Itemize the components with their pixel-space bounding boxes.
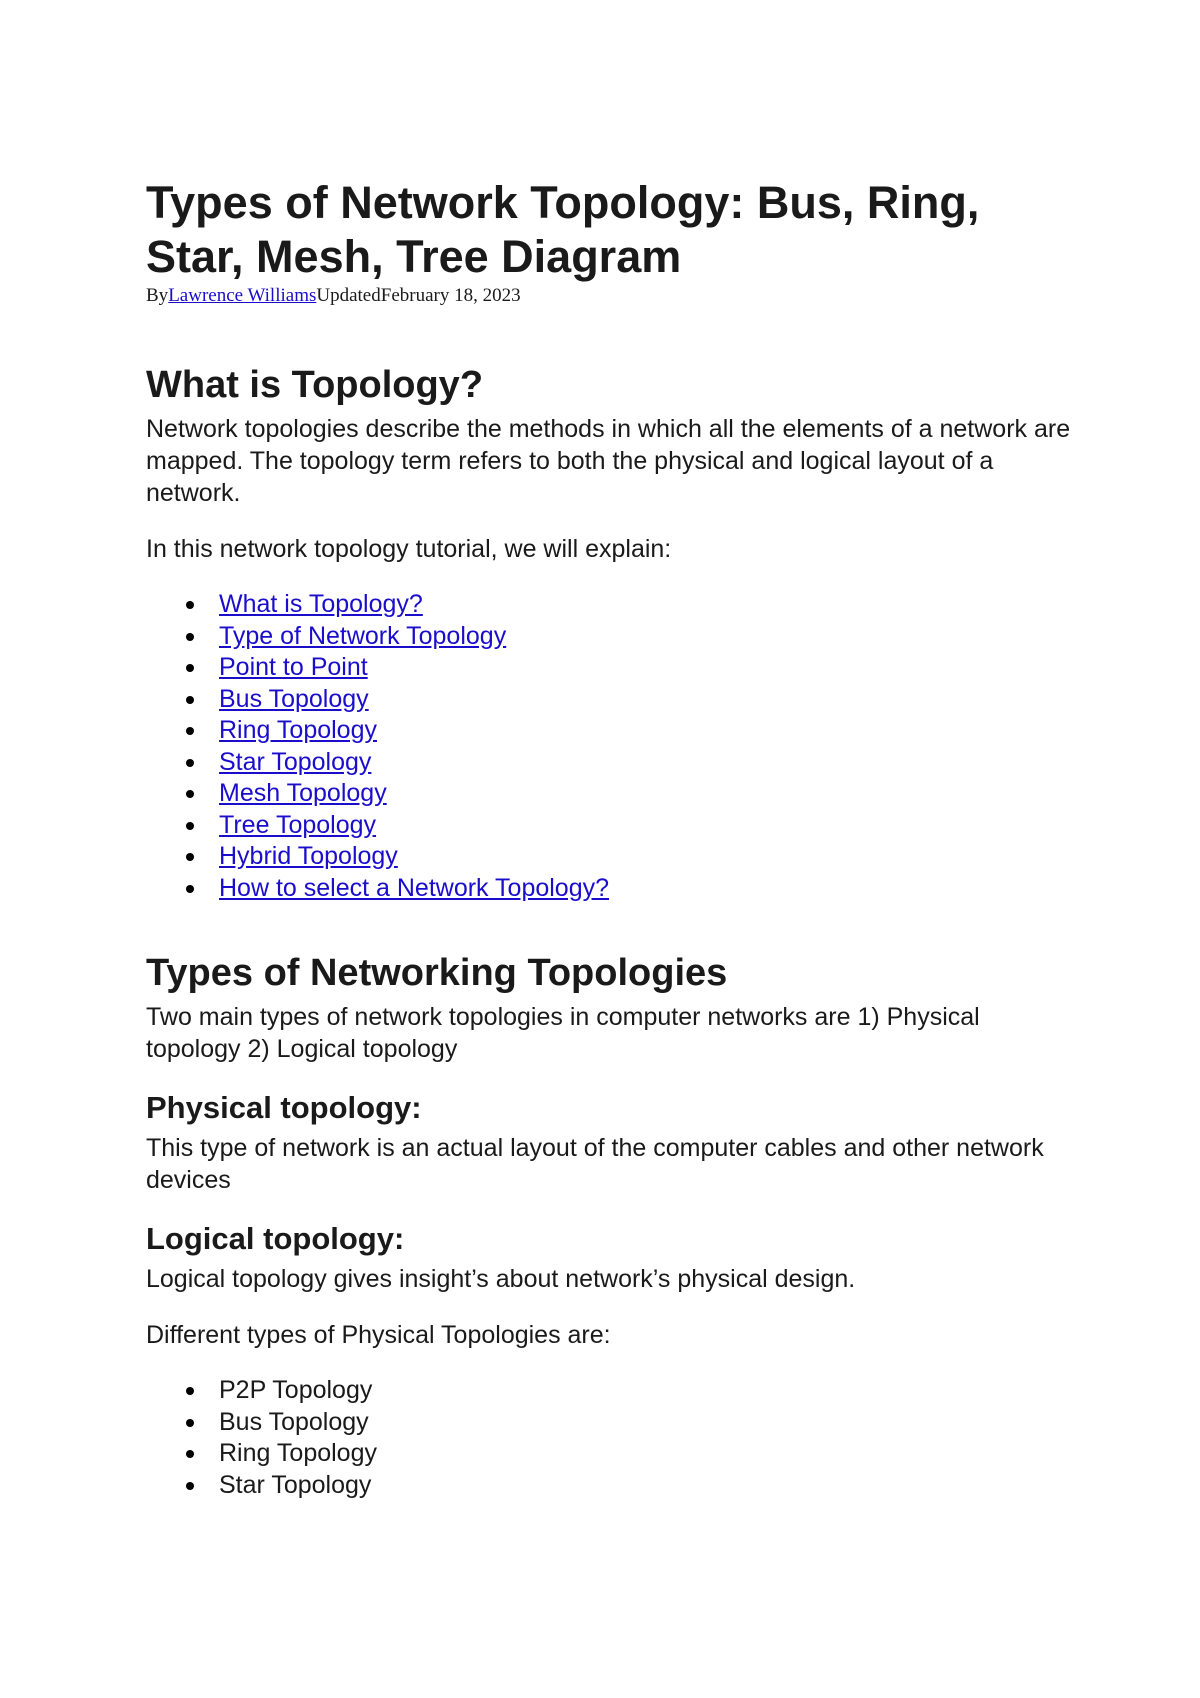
byline-by: By xyxy=(146,285,169,306)
list-item xyxy=(146,778,1076,810)
types-paragraph: Two main types of network topologies in computer networks are 1) Physical topology 2) Logical topology xyxy=(146,1003,980,1063)
list-item-label: Star Topology xyxy=(219,1470,372,1499)
list-item xyxy=(146,621,1076,653)
toc-list xyxy=(146,589,1076,904)
document-page xyxy=(146,176,1076,1501)
byline xyxy=(146,284,1076,308)
logical-topology-paragraph: Logical topology gives insight’s about network’s physical design. xyxy=(146,1265,856,1293)
list-item xyxy=(146,841,1076,873)
toc-link-what-is-topology[interactable]: What is Topology? xyxy=(219,590,423,618)
list-item xyxy=(146,652,1076,684)
toc-link-bus-topology[interactable]: Bus Topology xyxy=(219,684,369,713)
toc-link-ring-topology[interactable]: Ring Topology xyxy=(219,716,377,744)
list-item xyxy=(146,715,1076,747)
list-item-label: Bus Topology xyxy=(219,1407,369,1436)
tutorial-intro: In this network topology tutorial, we will explain: xyxy=(146,535,672,563)
list-item xyxy=(146,747,1076,779)
bullet-icon xyxy=(186,1387,194,1395)
byline-updated-label: Updated xyxy=(316,285,381,306)
page-title: Types of Network Topology: Bus, Ring, Star, Mesh, Tree Diagram xyxy=(146,177,980,282)
bullet-icon xyxy=(186,727,194,735)
list-item-label: P2P Topology xyxy=(219,1376,373,1404)
heading-types-of-networking-topologies: Types of Networking Topologies xyxy=(146,952,728,994)
byline-date: February 18, 2023 xyxy=(380,285,521,306)
bullet-icon xyxy=(186,633,194,641)
list-item xyxy=(146,589,1076,621)
toc-link-tree-topology[interactable]: Tree Topology xyxy=(219,810,377,839)
toc-link-type-of-network-topology[interactable]: Type of Network Topology xyxy=(219,621,507,650)
what-is-topology-paragraph: Network topologies describe the methods in which all the elements of a network are mapped. The topology term refers to both the physical and logical layout of a network. xyxy=(146,415,1071,507)
toc-link-point-to-point[interactable]: Point to Point xyxy=(219,653,368,681)
toc-link-select-network-topology[interactable]: How to select a Network Topology? xyxy=(219,873,610,902)
list-item xyxy=(146,684,1076,716)
toc-link-mesh-topology[interactable]: Mesh Topology xyxy=(219,779,387,807)
list-item xyxy=(146,810,1076,842)
list-item xyxy=(146,1438,1076,1470)
list-item xyxy=(146,1407,1076,1439)
bullet-icon xyxy=(186,664,194,672)
physical-list-intro: Different types of Physical Topologies are: xyxy=(146,1321,611,1349)
toc-link-star-topology[interactable]: Star Topology xyxy=(219,747,372,776)
heading-physical-topology: Physical topology: xyxy=(146,1090,422,1125)
author-link[interactable]: Lawrence Williams xyxy=(168,285,317,306)
bullet-icon xyxy=(186,853,194,861)
physical-topologies-list xyxy=(146,1375,1076,1501)
heading-what-is-topology: What is Topology? xyxy=(146,364,484,406)
bullet-icon xyxy=(186,601,194,609)
bullet-icon xyxy=(186,1419,194,1427)
list-item xyxy=(146,1375,1076,1407)
bullet-icon xyxy=(186,1450,194,1458)
bullet-icon xyxy=(186,822,194,830)
bullet-icon xyxy=(186,885,194,893)
list-item xyxy=(146,1470,1076,1502)
bullet-icon xyxy=(186,790,194,798)
list-item-label: Ring Topology xyxy=(219,1439,377,1467)
heading-logical-topology: Logical topology: xyxy=(146,1221,405,1256)
physical-topology-paragraph: This type of network is an actual layout of the computer cables and other network devices xyxy=(146,1134,1044,1194)
toc-link-hybrid-topology[interactable]: Hybrid Topology xyxy=(219,842,398,870)
bullet-icon xyxy=(186,1482,194,1490)
bullet-icon xyxy=(186,696,194,704)
bullet-icon xyxy=(186,759,194,767)
list-item xyxy=(146,873,1076,905)
